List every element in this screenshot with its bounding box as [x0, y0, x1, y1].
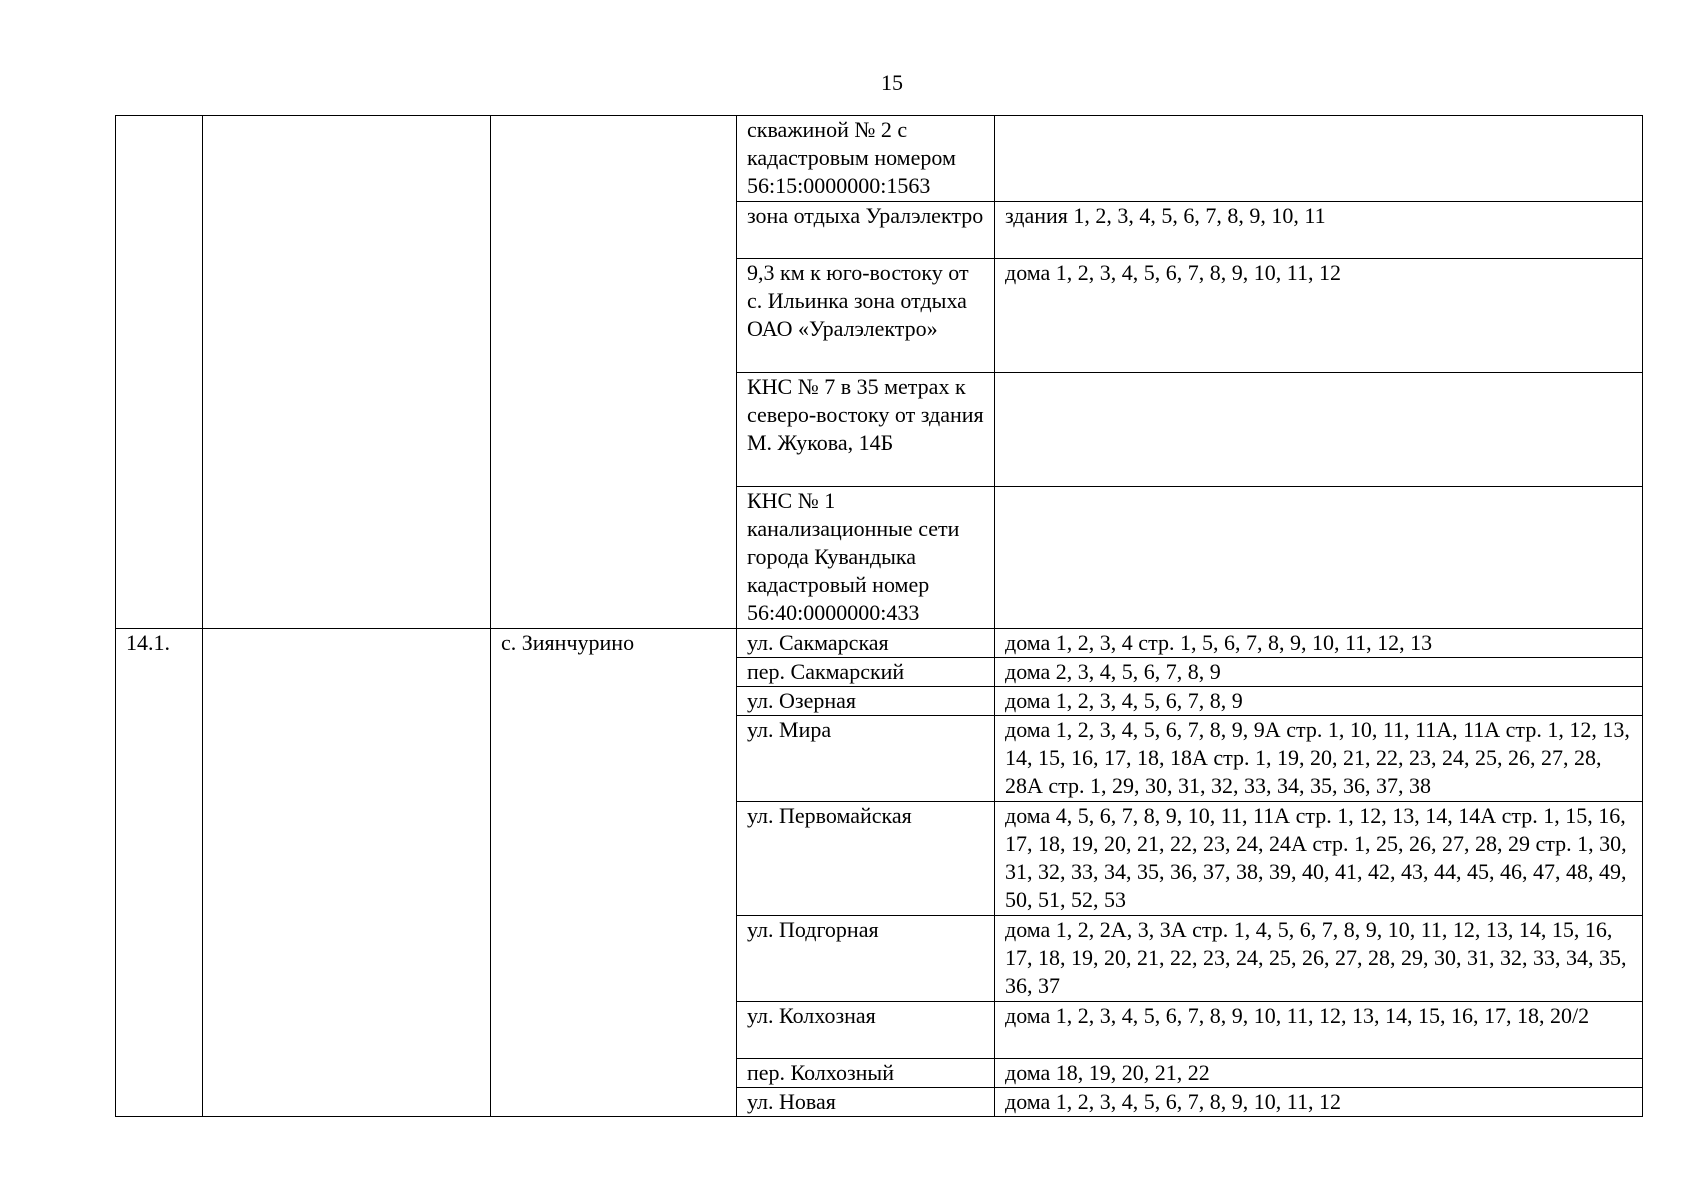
cell-street: ул. Озерная — [737, 687, 995, 716]
cell-settlement-empty — [491, 116, 737, 629]
cell-street: ул. Подгорная — [737, 916, 995, 1002]
cell-object: зона отдыха Уралэлектро — [737, 202, 995, 259]
table-row — [116, 116, 1643, 202]
cell-municipality — [203, 629, 491, 1117]
cell-street: ул. Мира — [737, 716, 995, 802]
cell-addresses: дома 1, 2, 3, 4 стр. 1, 5, 6, 7, 8, 9, 10, 11, 12, 13 — [995, 629, 1643, 658]
cell-street: пер. Сакмарский — [737, 658, 995, 687]
cell-street: пер. Колхозный — [737, 1059, 995, 1088]
cell-addresses: дома 1, 2, 3, 4, 5, 6, 7, 8, 9, 10, 11, 12 — [995, 259, 1643, 373]
cell-addresses: дома 1, 2, 3, 4, 5, 6, 7, 8, 9, 10, 11, 12 — [995, 1088, 1643, 1117]
cell-object: КНС № 1 канализационные сети города Кувандыка кадастровый номер 56:40:0000000:433 — [737, 487, 995, 629]
cell-settlement: с. Зиянчурино — [491, 629, 737, 1117]
cell-addresses: дома 4, 5, 6, 7, 8, 9, 10, 11, 11А стр. 1, 12, 13, 14, 14А стр. 1, 15, 16, 17, 18, 19, 20, 21, 22, 23, 24, 24А стр. 1, 25, 26, 27, 28, 29 стр. 1, 30, 31, 32, 33, 34, 35, 36, 37, 38, 39, 40, 41, 42, 43, 44, 45, 46, 47, 48, 49, 50, 51, 52, 53 — [995, 802, 1643, 916]
cell-street: ул. Сакмарская — [737, 629, 995, 658]
cell-number-empty — [116, 116, 203, 629]
cell-addresses — [995, 487, 1643, 629]
cell-street: ул. Первомайская — [737, 802, 995, 916]
cell-addresses: дома 1, 2, 3, 4, 5, 6, 7, 8, 9, 9А стр. 1, 10, 11, 11А, 11А стр. 1, 12, 13, 14, 15, 16, 17, 18, 18А стр. 1, 19, 20, 21, 22, 23, 24, 25, 26, 27, 28, 28А стр. 1, 29, 30, 31, 32, 33, 34, 35, 36, 37, 38 — [995, 716, 1643, 802]
cell-addresses: здания 1, 2, 3, 4, 5, 6, 7, 8, 9, 10, 11 — [995, 202, 1643, 259]
cell-addresses: дома 18, 19, 20, 21, 22 — [995, 1059, 1643, 1088]
cell-object: скважиной № 2 с кадастровым номером 56:15:0000000:1563 — [737, 116, 995, 202]
page-number: 15 — [881, 70, 903, 95]
cell-street: ул. Новая — [737, 1088, 995, 1117]
address-table — [115, 115, 1643, 1117]
cell-number: 14.1. — [116, 629, 203, 1117]
cell-object: КНС № 7 в 35 метрах к северо-востоку от здания М. Жукова, 14Б — [737, 373, 995, 487]
cell-addresses: дома 2, 3, 4, 5, 6, 7, 8, 9 — [995, 658, 1643, 687]
cell-addresses: дома 1, 2, 3, 4, 5, 6, 7, 8, 9 — [995, 687, 1643, 716]
cell-addresses — [995, 116, 1643, 202]
table-row — [116, 629, 1643, 658]
cell-addresses — [995, 373, 1643, 487]
cell-street: ул. Колхозная — [737, 1002, 995, 1059]
cell-addresses: дома 1, 2, 2А, 3, 3А стр. 1, 4, 5, 6, 7, 8, 9, 10, 11, 12, 13, 14, 15, 16, 17, 18, 19, 20, 21, 22, 23, 24, 25, 26, 27, 28, 29, 30, 31, 32, 33, 34, 35, 36, 37 — [995, 916, 1643, 1002]
cell-object: 9,3 км к юго-востоку от с. Ильинка зона отдыха ОАО «Уралэлектро» — [737, 259, 995, 373]
cell-municipality-empty — [203, 116, 491, 629]
cell-addresses: дома 1, 2, 3, 4, 5, 6, 7, 8, 9, 10, 11, 12, 13, 14, 15, 16, 17, 18, 20/2 — [995, 1002, 1643, 1059]
